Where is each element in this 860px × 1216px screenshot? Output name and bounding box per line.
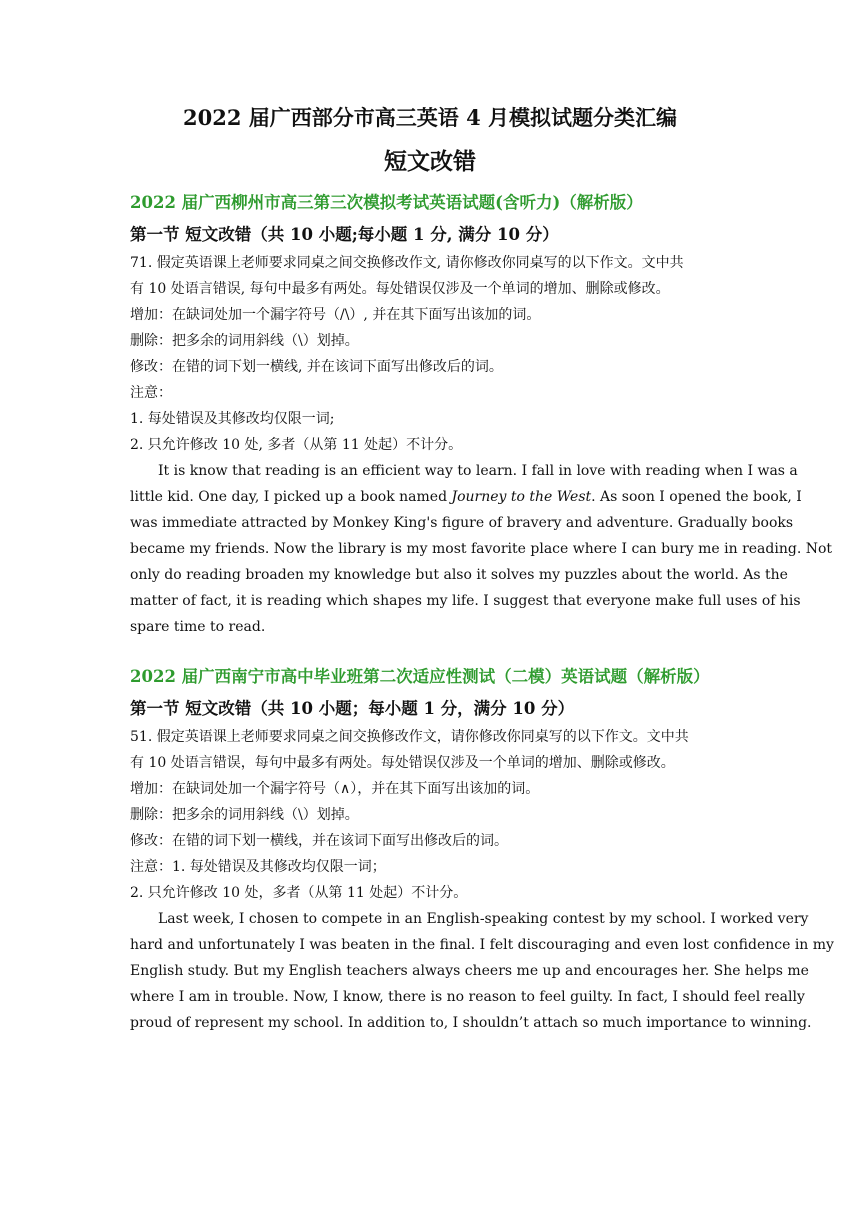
instruction-line: 有 10 处语言错误，每句中最多有两处。每处错误仅涉及一个单词的增加、删除或修改。: [130, 755, 675, 771]
instruction-line: 修改：在错的词下划一横线，并在该词下面写出修改后的词。: [130, 833, 508, 849]
passage-line: matter of fact, it is reading which shapes my life. I suggest that everyone make full uses of his: [130, 593, 801, 609]
passage-line: spare time to read.: [130, 619, 266, 635]
section-2-part-heading: 第一节 短文改错（共 10 小题；每小题 1 分，满分 10 分）: [130, 699, 575, 718]
passage-line: hard and unfortunately I was beaten in the final. I felt discouraging and even lost confidence in my: [130, 937, 834, 953]
passage-line: proud of represent my school. In addition to, I shouldn’t attach so much importance to winning.: [130, 1015, 812, 1031]
instruction-line: 2. 只允许修改 10 处，多者（从第 11 处起）不计分。: [130, 885, 468, 901]
passage-line: [130, 484, 802, 510]
passage-line: Last week, I chosen to compete in an English-speaking contest by my school. I worked very: [158, 911, 809, 927]
document-title: 2022 届广西部分市高三英语 4 月模拟试题分类汇编: [183, 105, 677, 130]
section-2-instructions: [130, 724, 730, 906]
passage-text: . As soon I opened the book, I: [591, 489, 802, 505]
instruction-line: 注意：: [130, 385, 172, 401]
passage-line: where I am in trouble. Now, I know, there is no reason to feel guilty. In fact, I should feel really: [130, 989, 805, 1005]
instruction-line: 注意：1. 每处错误及其修改均仅限一词；: [130, 859, 386, 875]
passage-line: became my friends. Now the library is my most favorite place where I can bury me in reading. Not: [130, 541, 833, 557]
section-1-heading: 2022 届广西柳州市高三第三次模拟考试英语试题(含听力)（解析版）: [130, 193, 643, 212]
instruction-line: 2. 只允许修改 10 处, 多者（从第 11 处起）不计分。: [130, 437, 463, 453]
document-subtitle: 短文改错: [384, 148, 476, 175]
document-content: [130, 100, 834, 1036]
instruction-line: 增加：在缺词处加一个漏字符号（/\）, 并在其下面写出该加的词。: [130, 307, 541, 323]
instruction-line: 71. 假定英语课上老师要求同桌之间交换修改作文, 请你修改你同桌写的以下作文。文中共: [130, 255, 684, 271]
section-2-passage: [130, 906, 834, 1036]
passage-line: only do reading broaden my knowledge but also it solves my puzzles about the world. As the: [130, 567, 788, 583]
instruction-line: 增加：在缺词处加一个漏字符号（∧），并在其下面写出该加的词。: [130, 781, 540, 797]
instruction-line: 修改：在错的词下划一横线, 并在该词下面写出修改后的词。: [130, 359, 503, 375]
instruction-line: 51. 假定英语课上老师要求同桌之间交换修改作文，请你修改你同桌写的以下作文。文中共: [130, 729, 689, 745]
section-1-instructions: [130, 250, 730, 458]
passage-text: little kid. One day, I picked up a book named: [130, 489, 452, 505]
instruction-line: 删除：把多余的词用斜线（\）划掉。: [130, 333, 359, 349]
instruction-line: 删除：把多余的词用斜线（\）划掉。: [130, 807, 359, 823]
section-1-passage: [130, 458, 833, 640]
instruction-line: 1. 每处错误及其修改均仅限一词;: [130, 411, 335, 427]
passage-line: English study. But my English teachers always cheers me up and encourages her. She helps me: [130, 963, 809, 979]
passage-line: It is know that reading is an efficient way to learn. I fall in love with reading when I was a: [158, 463, 798, 479]
passage-line: was immediate attracted by Monkey King's figure of bravery and adventure. Gradually books: [130, 515, 794, 531]
book-title: Journey to the West: [451, 489, 592, 505]
section-1-part-heading: 第一节 短文改错（共 10 小题;每小题 1 分, 满分 10 分）: [130, 225, 559, 244]
section-2-heading: 2022 届广西南宁市高中毕业班第二次适应性测试（二模）英语试题（解析版）: [130, 667, 710, 686]
instruction-line: 有 10 处语言错误, 每句中最多有两处。每处错误仅涉及一个单词的增加、删除或修改。: [130, 281, 670, 297]
